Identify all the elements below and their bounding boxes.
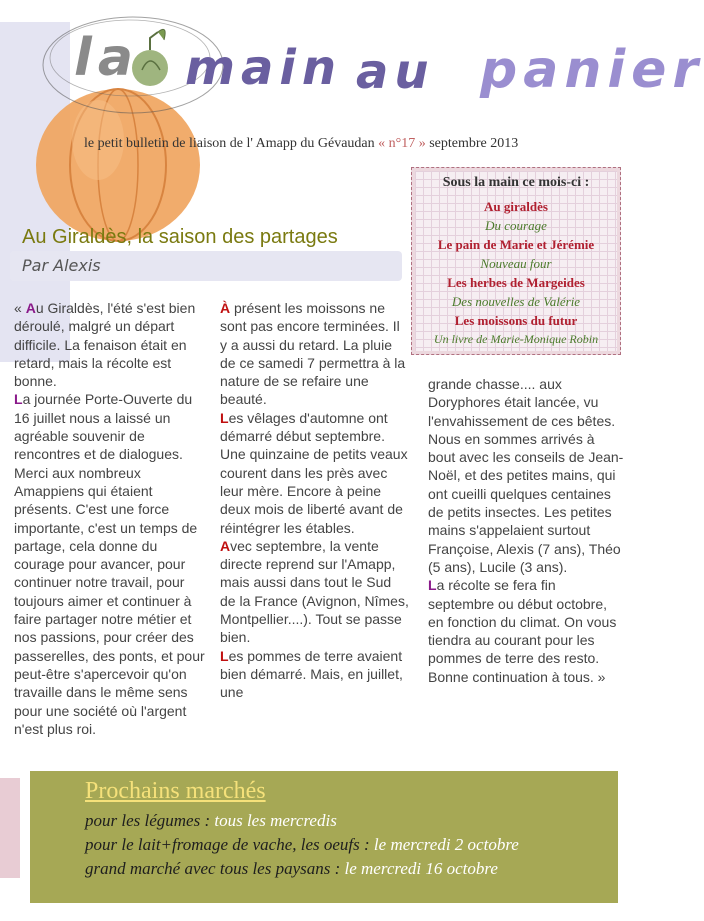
article-paragraph [428,375,624,576]
market-title: Prochains marchés [85,778,266,804]
issue-number: « n°17 » [378,136,426,151]
market-line [85,859,498,879]
paragraph-text: a journée Porte-Ouverte du 16 juillet nous a laissé un agréable souvenir de rencontres et de dialogues. Merci aux nombreux Amappiens qui étaient présents. C'est une force importante, c'est un temps de partage, cela donne du courage pour avancer, pour continuer notre travail, pour toujours aimer et continuer à faire partager notre métier et nos passions, pour créer des passerelles, des ponts, et pour peut-être s'apercevoir qu'on travaille dans le même sens pour une société où l'argent n'est plus roi. [14,391,205,737]
market-line-value: le mercredi 2 octobre [373,835,519,854]
article-paragraph [220,537,410,647]
drop-letter: A [220,537,231,554]
drop-letter: L [428,577,437,594]
subtitle-text: le petit bulletin de liaison de l' Amapp du Gévaudan [84,136,379,151]
paragraph-text: Bonne continuation à tous. » [428,668,606,685]
article-title: Au Giraldès, la saison des partages [22,226,338,248]
masthead-word-main: main [185,40,343,96]
contents-heading: Sous la main ce mois-ci : [442,175,590,190]
contents-box [411,167,621,355]
article-author: Par Alexis [22,256,101,275]
quote-open: « [14,300,26,316]
article-column-3 [428,375,624,686]
article-paragraph [14,299,206,390]
left-pink-strip [0,778,20,878]
paragraph-text: es pommes de terre avaient bien démarré. Mais, en juillet, une [220,647,403,701]
article-paragraph [428,668,624,686]
paragraph-text: vec septembre, la vente directe reprend sur l'Amapp, mais aussi dans tout le Sud de la France (Avignon, Nîmes, Montpellier....). Tout se passe bien. [220,537,409,646]
market-line-label: pour le lait+fromage de vache, les oeufs : [85,835,374,854]
article-column-1 [14,299,206,738]
drop-letter: À [220,300,231,316]
market-line-value: le mercredi 16 octobre [344,859,498,878]
market-line-label: pour les légumes : [85,811,215,830]
drop-letter: L [220,647,229,664]
contents-item: Au giraldès [484,199,548,214]
paragraph-text: a récolte se fera fin septembre ou début octobre, en fonction du climat. On vous tiendra au courant pour les pommes de terre des resto. [428,577,617,667]
market-line-value: tous les mercredis [214,811,337,830]
paragraph-text: es vêlages d'automne ont démarré début septembre. Une quinzaine de petits veaux courent dans les près avec leur mère. Encore à peine deux mois de liberté avant de réintégrer les étables. [220,409,408,536]
article-paragraph [428,576,624,667]
contents-item: Un livre de Marie-Monique Robin [433,332,599,346]
paragraph-text: grande chasse.... aux Doryphores était lancée, vu l'envahissement de ces bêtes. Nous en sommes arrivés à bout avec les conseils de Jean-Noël, et des petites mains, qui ont cueilli quelques centaines de petits insectes. Les petites mains s'appelaient surtout Françoise, Alexis (7 ans), Théo (5 ans), Lucile (3 ans). [428,376,624,575]
market-line [85,835,519,855]
contents-item: Nouveau four [480,256,552,271]
contents-item: Le pain de Marie et Jérémie [437,237,595,252]
market-line-label: grand marché avec tous les paysans : [85,859,345,878]
bulletin-subtitle [84,136,518,152]
paragraph-text: présent les moissons ne sont pas encore terminées. Il y a aussi du retard. La pluie de ce samedi 7 permettra à la nature de se refaire une beauté. [220,300,406,408]
masthead-word-la: la [74,28,139,88]
issue-date: septembre 2013 [425,136,519,151]
article-paragraph [220,299,410,409]
masthead-word-panier: panier [480,40,704,100]
drop-letter: L [220,409,229,426]
article-paragraph [14,390,206,738]
market-line [85,811,337,831]
paragraph-text: u Giraldès, l'été s'est bien déroulé, malgré un départ difficile. La fenaison était en retard, mais la récolte est bonne. [14,300,196,390]
article-column-2 [220,299,410,702]
masthead-word-au: au [356,44,435,100]
article-paragraph [220,647,410,702]
contents-item: Du courage [485,218,547,233]
article-paragraph [220,409,410,537]
drop-letter: L [14,391,23,408]
contents-item: Des nouvelles de Valérie [451,294,581,309]
contents-item: Les moissons du futur [454,313,578,328]
drop-letter: A [25,300,36,316]
contents-item: Les herbes de Margeides [447,275,585,290]
